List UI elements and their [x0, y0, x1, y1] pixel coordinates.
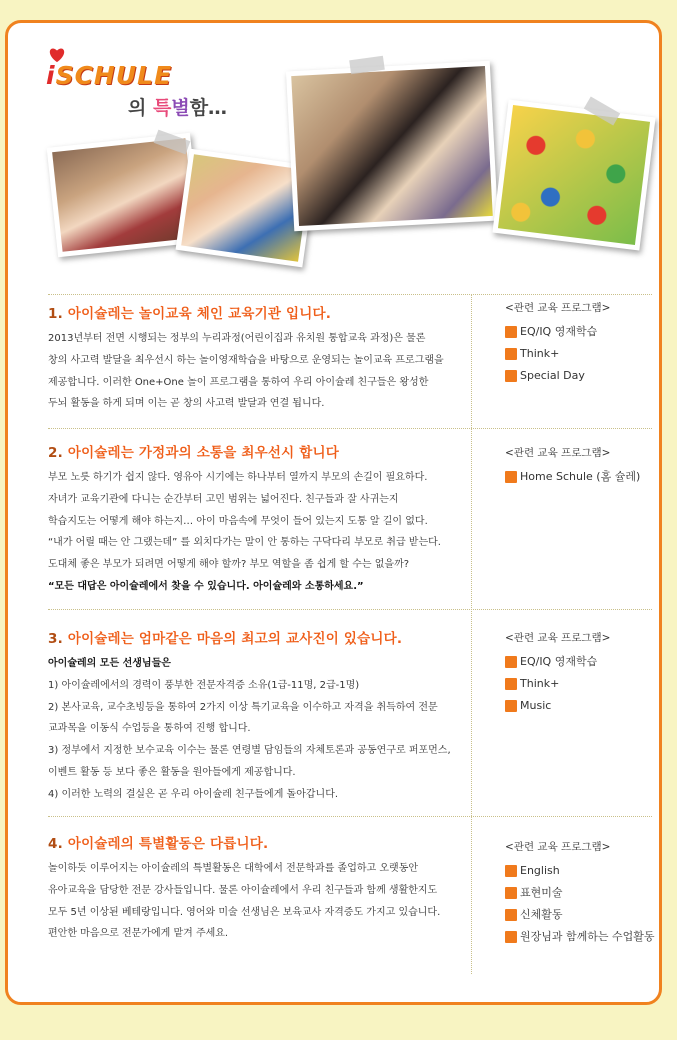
orange-bullet-icon — [505, 865, 517, 877]
section-3 — [48, 627, 464, 806]
program-heading: <관련 교육 프로그램> — [505, 841, 611, 853]
program-item[interactable] — [505, 365, 665, 387]
program-item[interactable] — [505, 321, 665, 343]
logo-text — [46, 61, 172, 90]
program-heading: <관련 교육 프로그램> — [505, 632, 611, 644]
program-item[interactable] — [505, 904, 665, 926]
section-1-programs — [505, 300, 665, 387]
section-number: 4. — [48, 836, 63, 852]
body-line: 유아교육을 담당한 전문 강사들입니다. 물론 아이슐레에서 우리 친구들과 함께 생활한지도 — [48, 884, 438, 896]
section-number: 1. — [48, 306, 63, 322]
section-title-text: 아이슐레의 특별활동은 다릅니다. — [67, 836, 269, 852]
program-item[interactable] — [505, 651, 665, 673]
section-2-title — [48, 441, 464, 461]
program-heading: <관련 교육 프로그램> — [505, 447, 611, 459]
program-label: EQ/IQ 영재학습 — [520, 325, 598, 338]
section-divider — [48, 609, 652, 610]
program-label: 신체활동 — [520, 908, 563, 921]
orange-bullet-icon — [505, 931, 517, 943]
body-line: 이벤트 활동 등 보다 좋은 활동을 원아들에게 제공합니다. — [48, 766, 296, 778]
body-line: 도대체 좋은 부모가 되려면 어떻게 해야 할까? 부모 역할을 좀 쉽게 할 수는 없을까? — [48, 559, 410, 571]
photo-girl-ballpit — [492, 99, 655, 250]
tagline-prefix: 의 — [128, 97, 153, 119]
section-title-text: 아이슐레는 가정과의 소통을 최우선시 합니다 — [67, 445, 340, 461]
section-number: 3. — [48, 631, 63, 647]
program-item[interactable] — [505, 926, 665, 948]
body-line: 교과목을 이동식 수업등을 통하여 진행 합니다. — [48, 723, 251, 735]
program-label: Think+ — [520, 677, 560, 690]
body-line: 모두 5년 이상된 베테랑입니다. 영어와 미술 선생님은 보육교사 자격증도 가지고 있습니다. — [48, 906, 441, 918]
program-label: 원장님과 함께하는 수업활동 — [520, 930, 655, 943]
body-line: 3) 정부에서 지정한 보수교육 이수는 물론 연령별 담임들의 자체토론과 공동연구로 퍼포먼스, — [48, 745, 451, 757]
body-line: “내가 어릴 때는 안 그랬는데” 를 외치다가는 말이 안 통하는 구닥다리 부모로 취급 받는다. — [48, 537, 441, 549]
body-line: 부모 노릇 하기가 쉽지 않다. 영유아 시기에는 하나부터 열까지 부모의 손길이 필요하다. — [48, 472, 428, 483]
tagline-highlight-2: 별 — [171, 97, 190, 119]
body-line: 자녀가 교육기관에 다니는 순간부터 고민 범위는 넓어진다. 친구들과 잘 사귀는지 — [48, 493, 399, 505]
body-line: 학습지도는 어떻게 해야 하는지… 아이 마음속에 무엇이 들어 있는지 도통 알 길이 없다. — [48, 515, 428, 527]
body-line: 제공합니다. 이러한 One+One 놀이 프로그램을 통하여 우리 아이슐레 친구들은 왕성한 — [48, 376, 429, 388]
program-item[interactable] — [505, 882, 665, 904]
body-line: 창의 사고력 발달을 최우선시 하는 놀이영재학습을 바탕으로 운영되는 놀이교육 프로그램을 — [48, 354, 444, 366]
body-line: 편안한 마음으로 전문가에게 맡겨 주세요. — [48, 928, 229, 940]
program-label: Special Day — [520, 369, 585, 382]
section-4 — [48, 832, 464, 945]
section-divider — [48, 428, 652, 429]
section-3-programs — [505, 630, 665, 717]
logo-i: i — [46, 61, 56, 90]
photo-girl-drawing — [286, 61, 498, 231]
column-divider — [471, 294, 472, 974]
body-line: 두뇌 활동을 하게 되며 이는 곧 창의 사고력 발달과 연결 됩니다. — [48, 398, 325, 410]
section-divider — [48, 816, 652, 817]
orange-bullet-icon — [505, 887, 517, 899]
orange-bullet-icon — [505, 370, 517, 382]
orange-bullet-icon — [505, 348, 517, 360]
section-4-title — [48, 832, 464, 852]
program-label: Home Schule (홈 슐레) — [520, 470, 641, 483]
section-divider — [48, 294, 652, 295]
body-line: 2) 본사교육, 교수초빙등을 통하여 2가지 이상 특기교육을 이수하고 자격을 취득하여 전문 — [48, 701, 438, 713]
section-2 — [48, 441, 464, 598]
body-line: 놀이하듯 이루어지는 아이슐레의 특별활동은 대학에서 전문학과를 졸업하고 오랫동안 — [48, 863, 419, 874]
tagline — [128, 93, 227, 120]
section-number: 2. — [48, 445, 63, 461]
section-1 — [48, 302, 464, 415]
body-line-bold: “모든 대답은 아이슐레에서 찾을 수 있습니다. 아이슐레와 소통하세요.” — [48, 580, 364, 592]
body-line: 1) 아이슐레에서의 경력이 풍부한 전문자격증 소유(1급-11명, 2급-1명) — [48, 679, 360, 691]
program-label: English — [520, 864, 560, 877]
body-line: 2013년부터 전면 시행되는 정부의 누리과정(어린이집과 유치원 통합교육 과정)은 물론 — [48, 333, 426, 344]
program-item[interactable] — [505, 343, 665, 365]
program-label: EQ/IQ 영재학습 — [520, 655, 598, 668]
orange-bullet-icon — [505, 909, 517, 921]
program-label: Think+ — [520, 347, 560, 360]
section-title-text: 아이슐레는 놀이교육 체인 교육기관 입니다. — [67, 306, 332, 322]
tagline-suffix: 함… — [189, 97, 228, 119]
body-line-bold: 아이슐레의 모든 선생님들은 — [48, 658, 171, 669]
program-heading: <관련 교육 프로그램> — [505, 302, 611, 314]
logo-rest: SCHULE — [55, 61, 173, 90]
program-item[interactable] — [505, 695, 665, 717]
program-item[interactable] — [505, 860, 665, 882]
orange-bullet-icon — [505, 471, 517, 483]
body-line: 4) 이러한 노력의 결실은 곧 우리 아이슐레 친구들에게 돌아갑니다. — [48, 788, 339, 800]
orange-bullet-icon — [505, 656, 517, 668]
orange-bullet-icon — [505, 678, 517, 690]
section-1-title — [48, 302, 464, 322]
program-label: 표현미술 — [520, 886, 563, 899]
orange-bullet-icon — [505, 700, 517, 712]
program-item[interactable] — [505, 673, 665, 695]
section-2-programs — [505, 445, 665, 488]
section-4-programs — [505, 839, 665, 948]
tagline-highlight-1: 특 — [152, 97, 172, 119]
section-title-text: 아이슐레는 엄마같은 마음의 최고의 교사진이 있습니다. — [67, 631, 403, 647]
program-item[interactable] — [505, 466, 665, 488]
program-label: Music — [520, 699, 552, 712]
section-3-title — [48, 627, 464, 647]
orange-bullet-icon — [505, 326, 517, 338]
